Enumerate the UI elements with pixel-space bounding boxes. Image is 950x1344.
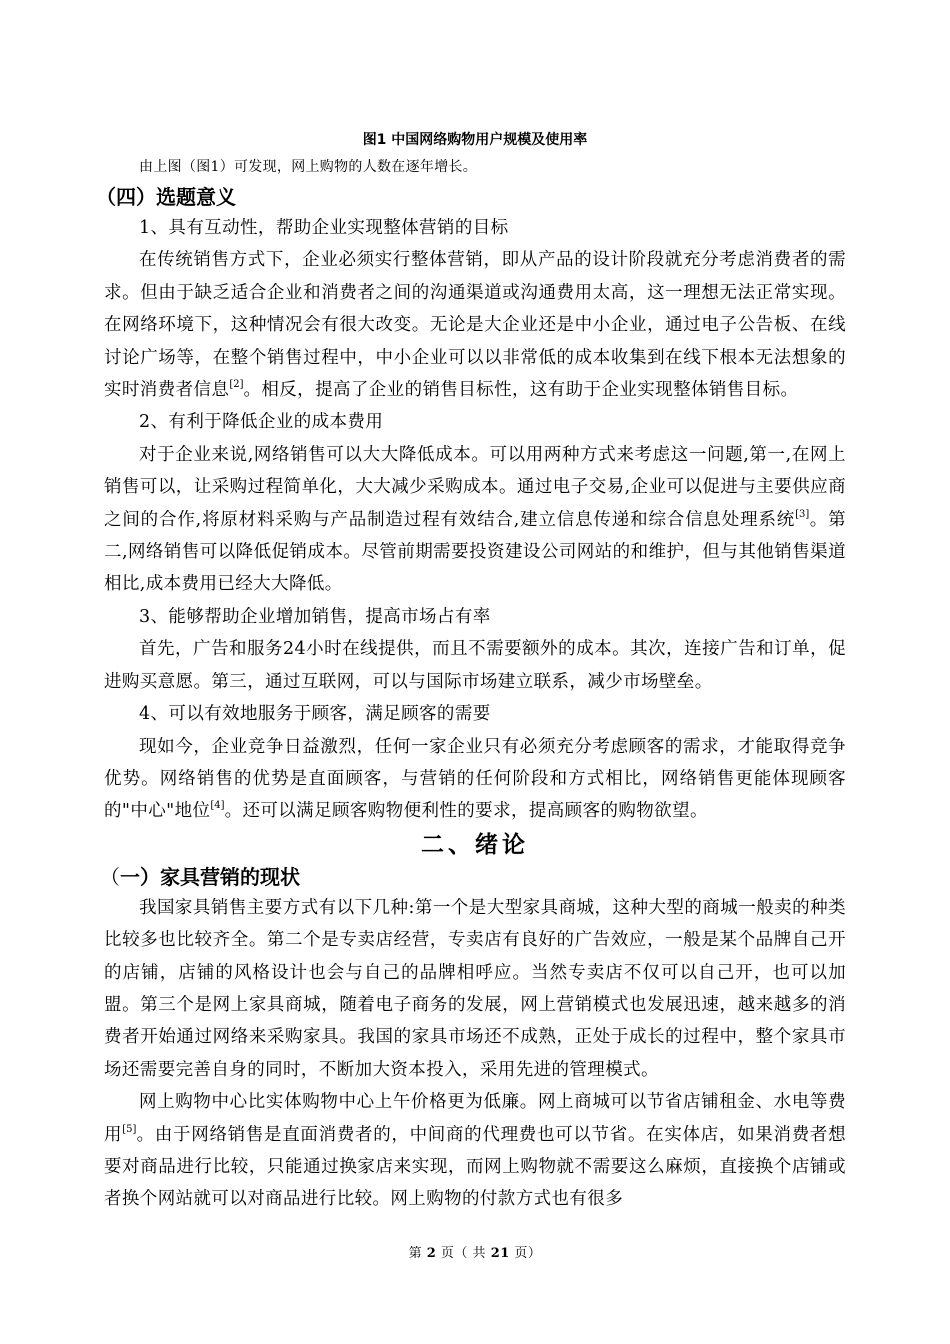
item-paragraph-3: 首先，广告和服务24小时在线提供，而且不需要额外的成本。其次，连接广告和订单，促进购买意愿。第三，通过互联网，可以与国际市场建立联系，减少市场壁垒。	[104, 639, 846, 692]
reference-4: [4]	[210, 800, 225, 812]
item-text-2: 对于企业来说,网络销售可以大大降低成本。可以用两种方式来考虑这一问题,第一,在网上销售可以，让采购过程简单化，大大减少采购成本。通过电子交易,企业可以促进与主要供应商之间的合作,将原材料采购与产品制造过程有效结合,建立信息传递和综合信息处理系统	[104, 444, 847, 530]
figure-caption: 图1 中国网络购物用户规模及使用率	[362, 132, 588, 148]
item-paragraph-4	[104, 731, 846, 828]
body-content	[96, 154, 847, 1216]
section-heading-significance: （四）选题意义	[96, 185, 236, 209]
reference-3: [3]	[795, 508, 810, 520]
item-title-1: 1、具有互动性，帮助企业实现整体营销的目标	[139, 218, 509, 238]
reference-2: [2]	[229, 379, 244, 391]
item-text-1-after: 。相反，提高了企业的销售目标性，这有助于企业实现整体销售目标。	[243, 380, 799, 401]
item-title-3: 3、能够帮助企业增加销售，提高市场占有率	[139, 606, 491, 627]
intro-paragraph: 由上图（图1）可发现，网上购物的人数在逐年增长。	[139, 159, 478, 175]
item-text-4: 现如今，企业竞争日益激烈，任何一家企业只有必须充分考虑顾客的需求，才能取得竞争优势。网络销售的优势是直面顾客，与营销的任何阶段和方式相比，网络销售更能体现顾客的"中心"地位	[104, 736, 846, 822]
section-heading-furniture-marketing	[100, 862, 846, 892]
footer-page-number: 2	[426, 1246, 437, 1261]
item-text-2-after: 。第二,网络销售可以降低促销成本。尽管前期需要投资建设公司网站的和维护，但与其他销售渠道相比,成本费用已经大大降低。	[104, 509, 846, 595]
heading-text: 一）家具营销的现状	[120, 864, 300, 889]
item-text-1: 在传统销售方式下，企业必须实行整体营销，即从产品的设计阶段就充分考虑消费者的需求。但由于缺乏适合企业和消费者之间的沟通渠道或沟通费用太高，这一理想无法正常实现。在网络环境下，这种情况会有很大改变。无论是大企业还是中小企业，通过电子公告板、在线讨论广场等，在整个销售过程中，中小企业可以以非常低的成本收集到在线下根本无法想象的实时消费者信息	[104, 250, 846, 401]
reference-5: [5]	[122, 1123, 137, 1135]
heading-paren: （	[100, 864, 120, 889]
item-title-4: 4、可以有效地服务于顾客，满足顾客的需要	[139, 704, 491, 725]
page-footer	[0, 1244, 950, 1264]
furniture-paragraph-1: 我国家具销售主要方式有以下几种:第一个是大型家具商城，这种大型的商城一般卖的种类比较多也比较齐全。第二个是专卖店经营，专卖店有良好的广告效应，一般是某个品牌自己开的店铺，店铺的风格设计也会与自己的品牌相呼应。当然专卖店不仅可以自己开，也可以加盟。第三个是网上家具商城，随着电子商务的发展，网上营销模式也发展迅速，越来越多的消费者开始通过网络来采购家具。我国的家具市场还不成熟，正处于成长的过程中，整个家具市场还需要完善自身的同时，不断加大资本投入，采用先进的管理模式。	[104, 897, 846, 1080]
footer-prefix: 第	[408, 1246, 423, 1261]
footer-total-pages: 21	[490, 1246, 510, 1261]
footer-mid: 页（ 共	[440, 1246, 487, 1261]
furniture-paragraph-2	[104, 1086, 846, 1216]
furniture-text-2-after: 。由于网络销售是直面消费者的，中间商的代理费也可以节省。在实体店，如果消费者想要对商品进行比较，只能通过换家店来实现，而网上购物就不需要这么麻烦，直接换个店铺或者换个网站就可以对商品进行比较。网上购物的付款方式也有很多	[104, 1124, 846, 1210]
item-paragraph-1	[104, 244, 846, 406]
chapter-heading-introduction: 二、绪论	[421, 831, 529, 858]
furniture-text-2: 网上购物中心比实体购物中心上午价格更为低廉。网上商城可以节省店铺租金、水电等费用	[104, 1092, 846, 1145]
item-paragraph-2	[104, 439, 846, 601]
item-text-4-after: 。还可以满足顾客购物便利性的要求，提高顾客的购物欲望。	[224, 801, 708, 822]
item-title-2: 2、有利于降低企业的成本费用	[139, 412, 384, 433]
footer-suffix: 页）	[514, 1246, 542, 1261]
